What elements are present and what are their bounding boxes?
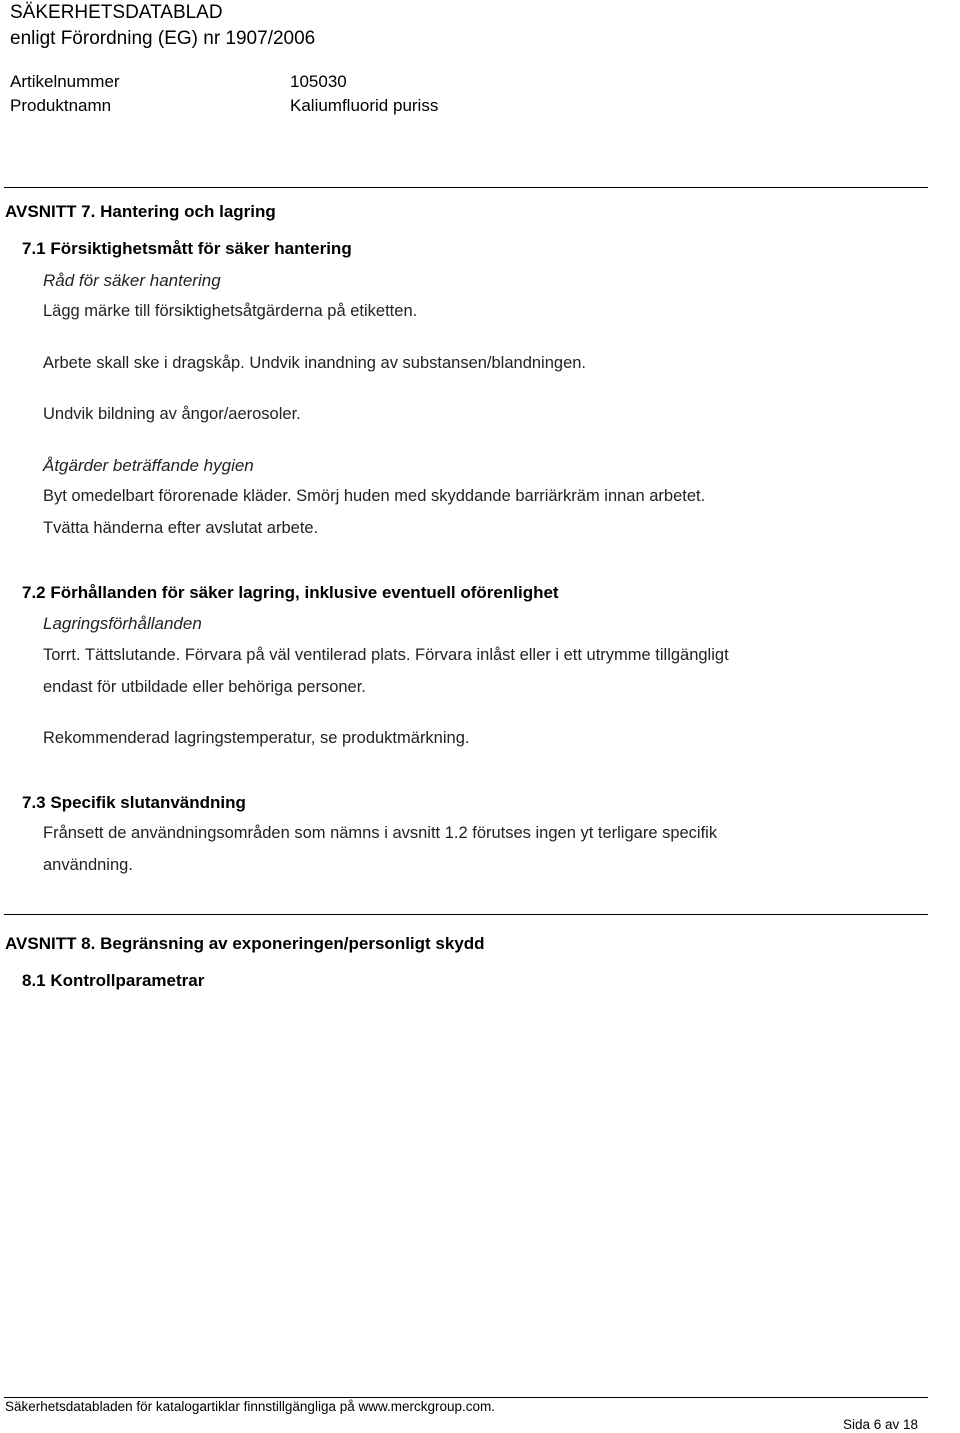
subsection-7-3-heading: 7.3 Specifik slutanvändning: [22, 793, 246, 812]
footer-divider: [4, 1397, 928, 1398]
end-use-line: användning.: [43, 856, 133, 874]
article-number-value: 105030: [290, 72, 347, 91]
safe-handling-advice-title: Råd för säker hantering: [43, 271, 221, 290]
safe-handling-line: Lägg märke till försiktighetsåtgärderna på etiketten.: [43, 302, 418, 320]
regulation-subtitle: enligt Förordning (EG) nr 1907/2006: [10, 28, 316, 49]
subsection-7-2-heading: 7.2 Förhållanden för säker lagring, inklusive eventuell oförenlighet: [22, 583, 559, 602]
storage-conditions-title: Lagringsförhållanden: [43, 614, 202, 633]
section-8-heading: AVSNITT 8. Begränsning av exponeringen/personligt skydd: [5, 934, 485, 953]
safe-handling-line: Arbete skall ske i dragskåp. Undvik inandning av substansen/blandningen.: [43, 354, 587, 372]
subsection-7-1-heading: 7.1 Försiktighetsmått för säker hantering: [22, 239, 352, 258]
subsection-8-1-heading: 8.1 Kontrollparametrar: [22, 971, 205, 990]
article-number-label: Artikelnummer: [10, 72, 120, 91]
storage-line: endast för utbildade eller behöriga personer.: [43, 678, 366, 696]
section-divider: [4, 187, 928, 188]
section-divider: [4, 914, 928, 915]
hygiene-line: Byt omedelbart förorenade kläder. Smörj huden med skyddande barriärkräm innan arbetet.: [43, 487, 706, 505]
document-title: SÄKERHETSDATABLAD: [10, 2, 223, 23]
storage-line: Torrt. Tättslutande. Förvara på väl ventilerad plats. Förvara inlåst eller i ett utrymme tillgängligt: [43, 646, 729, 664]
section-7-heading: AVSNITT 7. Hantering och lagring: [5, 202, 276, 221]
storage-line: Rekommenderad lagringstemperatur, se produktmärkning.: [43, 729, 470, 747]
product-name-value: Kaliumfluorid puriss: [290, 96, 439, 115]
safe-handling-line: Undvik bildning av ångor/aerosoler.: [43, 405, 301, 423]
end-use-line: Frånsett de användningsområden som nämns i avsnitt 1.2 förutses ingen yt terligare specifik: [43, 824, 718, 842]
page-number: Sida 6 av 18: [843, 1417, 919, 1432]
footer-note: Säkerhetsdatabladen för katalogartiklar finnstillgängliga på www.merckgroup.com.: [5, 1399, 496, 1414]
product-name-label: Produktnamn: [10, 96, 112, 115]
hygiene-line: Tvätta händerna efter avslutat arbete.: [43, 519, 319, 537]
hygiene-measures-title: Åtgärder beträffande hygien: [43, 456, 254, 475]
